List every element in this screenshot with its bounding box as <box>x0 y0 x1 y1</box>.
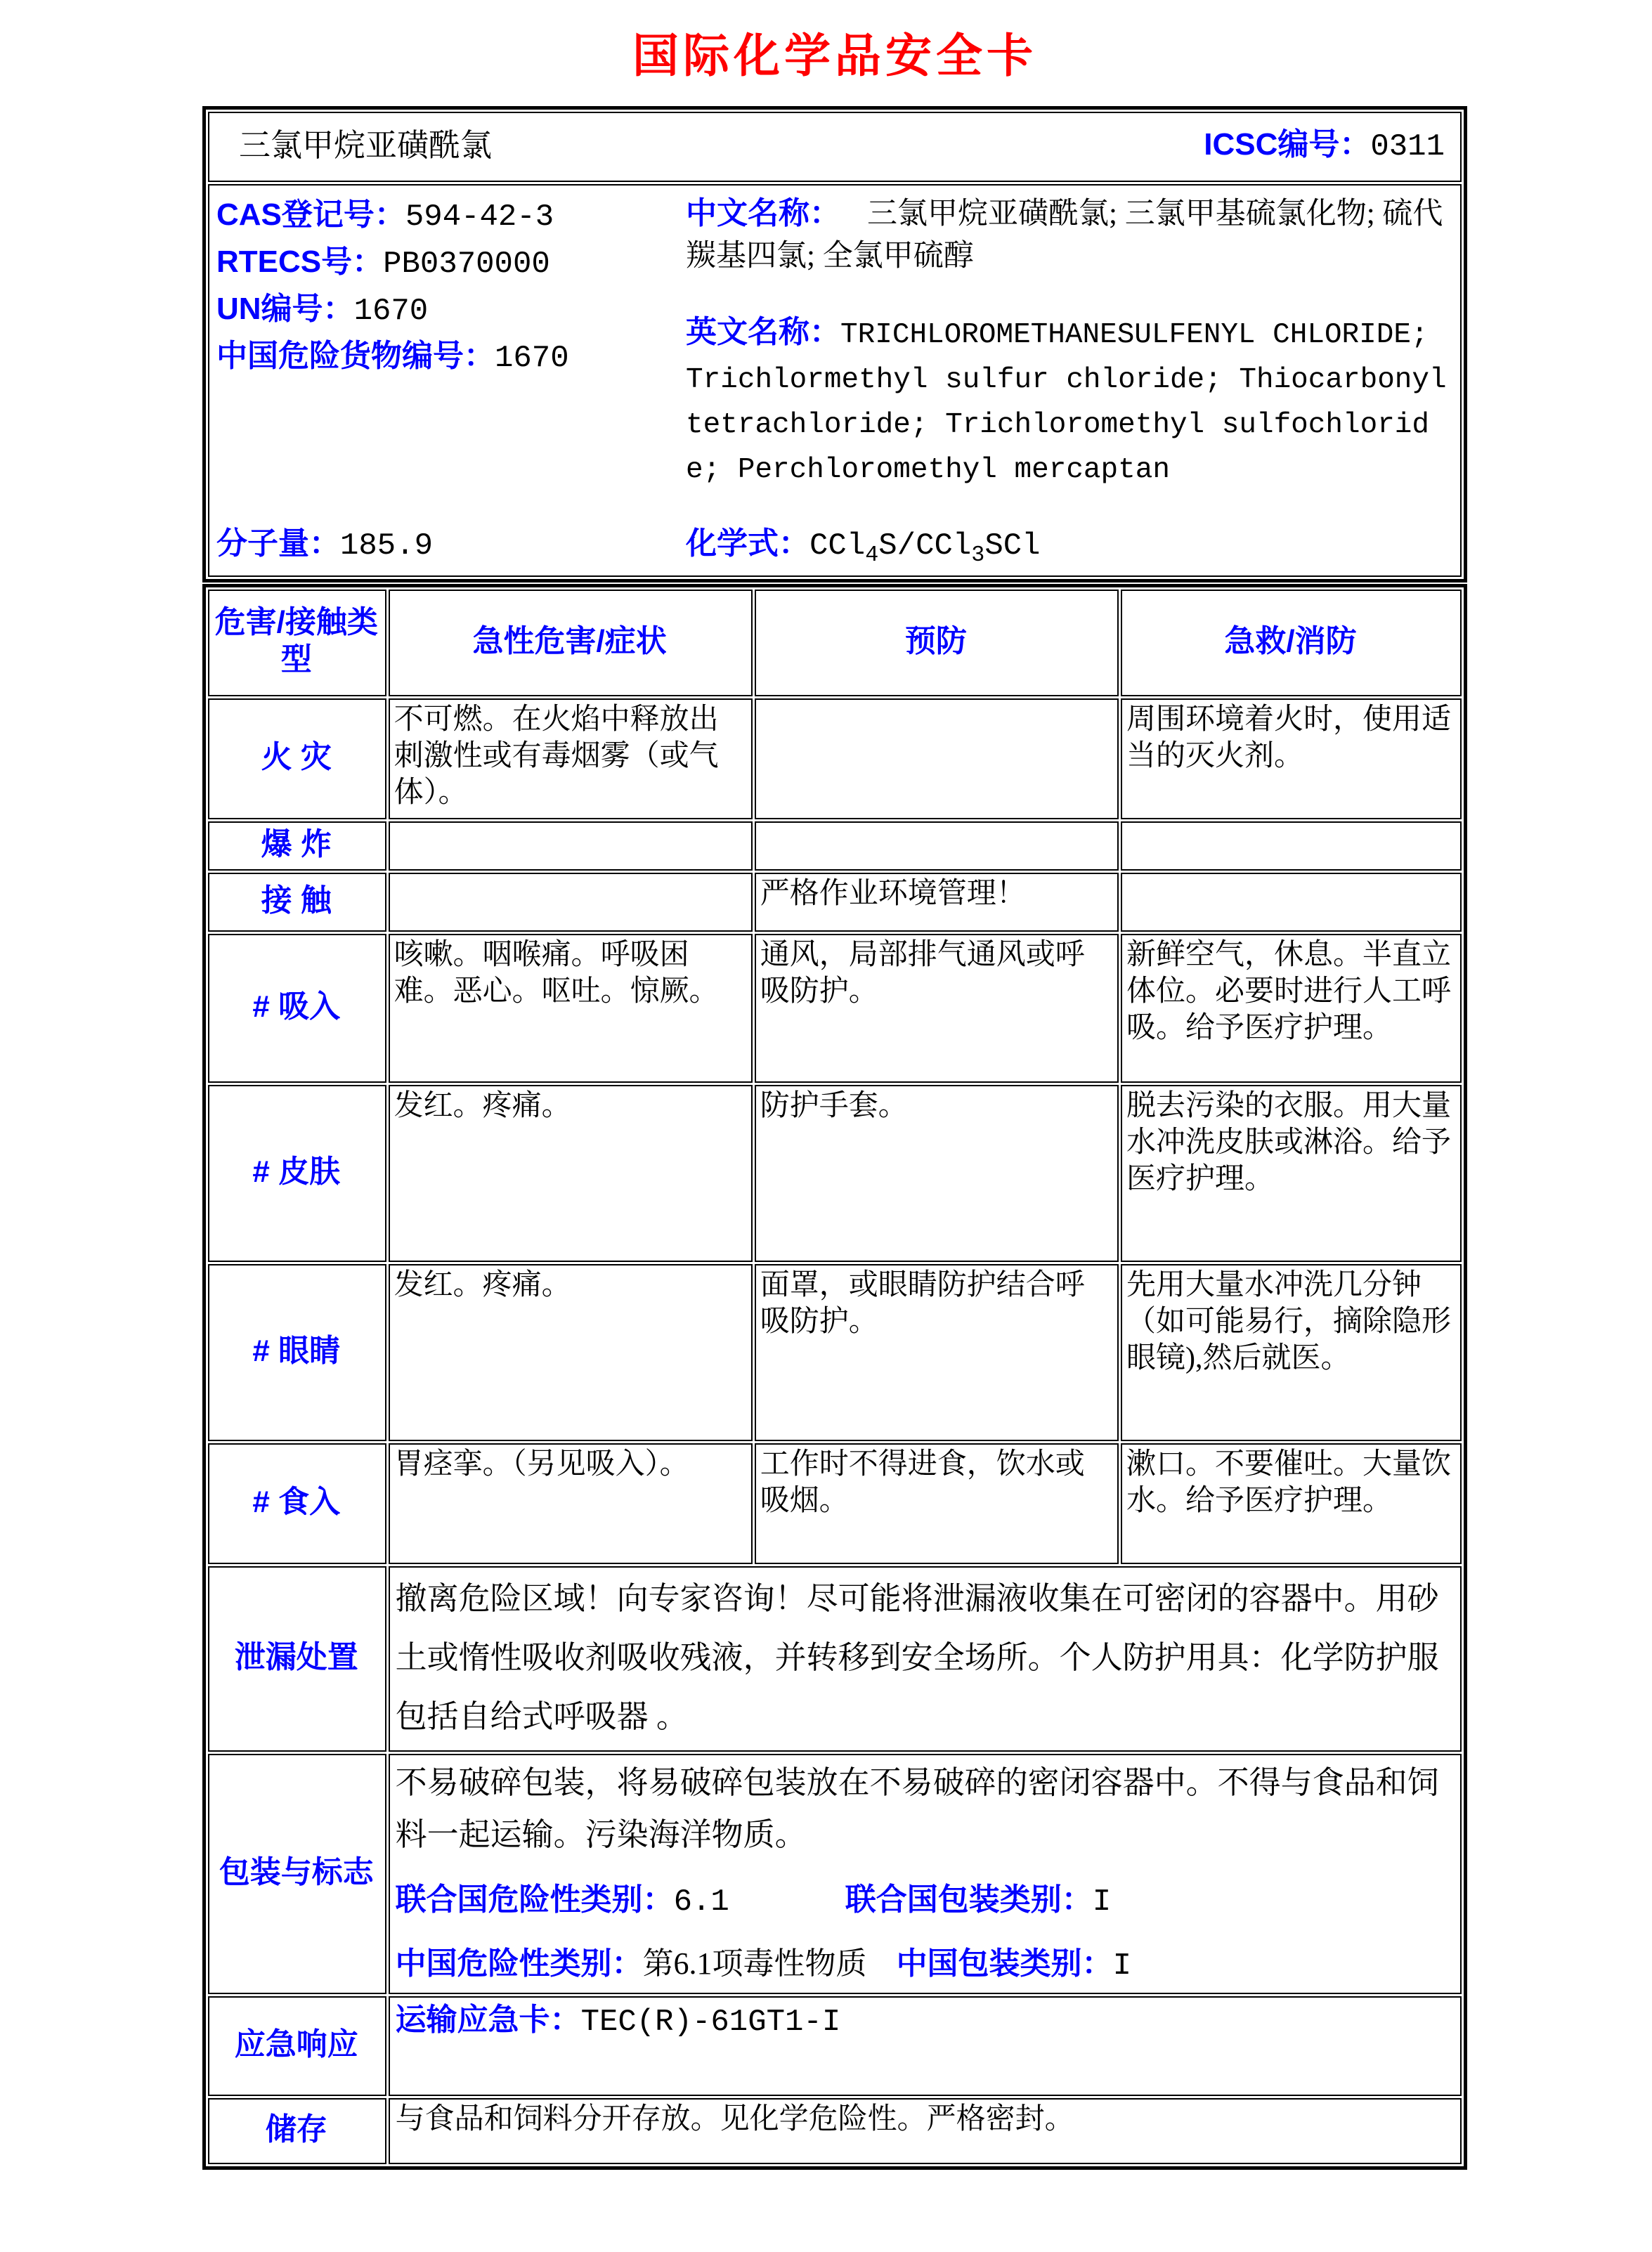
skin-firstaid-cell: 脱去污染的衣服。用大量水冲洗皮肤或淋浴。给予医疗护理。 <box>1121 1085 1462 1262</box>
emergency-response-label-cell <box>208 1996 386 2096</box>
english-name-label: 英文名称： <box>686 315 841 349</box>
emergency-response-content-cell <box>389 1996 1462 2096</box>
header-firstaid-label: 急救/消防 <box>1224 623 1357 658</box>
china-hazard-class-label: 中国危险性类别： <box>395 1946 643 1981</box>
inhalation-row <box>208 934 1462 1083</box>
cas-number-line <box>216 193 686 240</box>
explosion-firstaid-cell <box>1121 821 1462 871</box>
rtecs-number-label: RTECS号： <box>216 245 384 279</box>
skin-label-cell <box>208 1085 386 1262</box>
storage-content-cell: 与食品和饲料分开存放。见化学危险性。严格密封。 <box>389 2098 1462 2164</box>
un-number-line <box>216 287 686 334</box>
exposure-label: 接 触 <box>261 883 332 918</box>
fire-label: 火 灾 <box>261 739 332 774</box>
chinese-name-paragraph <box>686 193 1452 278</box>
un-number-label: UN编号： <box>216 292 354 326</box>
exposure-row <box>208 873 1462 932</box>
china-packing-group-value: I <box>1112 1948 1131 1984</box>
cas-number-value: 594-42-3 <box>405 200 554 235</box>
substance-name: 三氯甲烷亚磺酰氯 <box>239 128 493 163</box>
spillage-label-cell <box>208 1566 386 1752</box>
storage-label: 储存 <box>265 2111 327 2147</box>
inhalation-symptoms-cell: 咳嗽。咽喉痛。呼吸困难。恶心。呕吐。惊厥。 <box>389 934 753 1083</box>
inhalation-firstaid-cell: 新鲜空气，休息。半直立体位。必要时进行人工呼吸。给予医疗护理。 <box>1121 934 1462 1083</box>
china-hazard-class-value: 第6.1项毒性物质 <box>642 1946 867 1981</box>
rtecs-number-value: PB0370000 <box>383 247 550 282</box>
icsc-number-group <box>1204 126 1445 165</box>
fire-firstaid-cell: 周围环境着火时，使用适当的灭火剂。 <box>1121 698 1462 819</box>
identifiers-layout <box>214 187 1455 571</box>
eyes-row <box>208 1264 1462 1441</box>
transport-emergency-card-label: 运输应急卡： <box>395 2003 581 2037</box>
cas-number-label: CAS登记号： <box>216 197 405 232</box>
packaging-content: 不易破碎包装，将易破碎包装放在不易破碎的密闭容器中。不得与食品和饲料一起运输。污染海洋物质。 <box>395 1765 1439 1852</box>
transport-emergency-card-value: TEC(R)-61GT1-I <box>580 2005 841 2040</box>
ingestion-label: # 食入 <box>252 1484 341 1519</box>
un-classification-line <box>396 1877 1455 1925</box>
explosion-row <box>208 821 1462 871</box>
spillage-row <box>208 1566 1462 1752</box>
skin-symptoms-cell: 发红。疼痛。 <box>389 1085 753 1262</box>
icsc-page <box>0 18 1652 2252</box>
header-hazard-type <box>208 590 386 696</box>
header-firstaid <box>1121 590 1462 696</box>
explosion-symptoms-cell <box>389 821 753 871</box>
packaging-label-cell <box>208 1754 386 1994</box>
header-prevention <box>755 590 1119 696</box>
eyes-prevention-cell: 面罩，或眼睛防护结合呼吸防护。 <box>755 1264 1119 1441</box>
identifiers-cell <box>208 184 1462 577</box>
eyes-label-cell <box>208 1264 386 1441</box>
eyes-firstaid-cell: 先用大量水冲洗几分钟（如可能易行，摘除隐形眼镜),然后就医。 <box>1121 1264 1462 1441</box>
exposure-firstaid-cell <box>1121 873 1462 932</box>
ingestion-row <box>208 1443 1462 1564</box>
identifiers-row <box>208 184 1462 577</box>
skin-prevention-cell: 防护手套。 <box>755 1085 1119 1262</box>
un-number-value: 1670 <box>353 294 429 329</box>
storage-row <box>208 2098 1462 2164</box>
chemical-formula-line <box>686 521 1452 568</box>
un-hazard-class-value: 6.1 <box>673 1885 729 1920</box>
substance-info-table <box>202 106 1467 582</box>
ingestion-label-cell <box>208 1443 386 1564</box>
transport-emergency-card-line <box>396 1999 1455 2043</box>
chemical-formula-label: 化学式： <box>686 526 810 561</box>
exposure-prevention-cell: 严格作业环境管理！ <box>755 873 1119 932</box>
substance-name-row <box>208 112 1462 182</box>
substance-name-cell <box>208 112 1462 182</box>
page-title: 国际化学品安全卡 <box>632 31 1037 82</box>
china-dg-number-line <box>216 334 686 381</box>
inhalation-label: # 吸入 <box>252 989 341 1024</box>
ingestion-firstaid-cell: 漱口。不要催吐。大量饮水。给予医疗护理。 <box>1121 1443 1462 1564</box>
packaging-row <box>208 1754 1462 1994</box>
english-name-paragraph <box>686 311 1452 492</box>
explosion-label: 爆 炸 <box>261 826 332 861</box>
emergency-response-label: 应急响应 <box>234 2026 358 2062</box>
explosion-prevention-cell <box>755 821 1119 871</box>
chinese-name-label: 中文名称： <box>686 196 841 230</box>
exposure-label-cell <box>208 873 386 932</box>
fire-symptoms-cell: 不可燃。在火焰中释放出刺激性或有毒烟雾（或气体）。 <box>389 698 753 819</box>
exposure-symptoms-cell <box>389 873 753 932</box>
china-dg-number-value: 1670 <box>495 341 569 376</box>
header-prevention-label: 预防 <box>904 623 967 658</box>
identifiers-left-column <box>216 193 686 568</box>
icsc-number-label: ICSC编号： <box>1204 126 1371 162</box>
icsc-number-value: 0311 <box>1370 129 1445 164</box>
fire-row <box>208 698 1462 819</box>
eyes-symptoms-cell: 发红。疼痛。 <box>389 1264 753 1441</box>
hazard-header-row <box>208 590 1462 696</box>
china-packing-group-label: 中国包装类别： <box>896 1946 1113 1981</box>
identifiers-right-column <box>686 193 1452 568</box>
eyes-label: # 眼睛 <box>252 1333 341 1368</box>
explosion-label-cell <box>208 821 386 871</box>
molecular-weight-label: 分子量： <box>216 526 340 561</box>
ingestion-symptoms-cell: 胃痉挛。（另见吸入）。 <box>389 1443 753 1564</box>
spillage-content-cell <box>389 1566 1462 1752</box>
chinese-name-value: 三氯甲烷亚磺酰氯; 三氯甲基硫氯化物; 硫代羰基四氯; 全氯甲硫醇 <box>686 197 1443 273</box>
china-dg-number-label: 中国危险货物编号： <box>216 339 495 373</box>
spillage-content: 撤离危险区域！向专家咨询！尽可能将泄漏液收集在可密闭的容器中。用砂土或惰性吸收剂吸收残液，并转移到安全场所。个人防护用具：化学防护服包括自给式呼吸器 。 <box>395 1581 1439 1734</box>
rtecs-number-line <box>216 240 686 287</box>
molecular-weight-line <box>216 521 686 568</box>
spillage-label: 泄漏处置 <box>234 1639 358 1674</box>
hazard-table <box>202 584 1467 2170</box>
china-classification-line <box>396 1941 1455 1989</box>
chemical-formula-value: CCl$_4$S/CCl$_3$SCl <box>809 528 1041 568</box>
un-packing-group-label: 联合国包装类别： <box>845 1882 1093 1917</box>
fire-prevention-cell <box>755 698 1119 819</box>
skin-label: # 皮肤 <box>252 1154 341 1189</box>
emergency-response-row <box>208 1996 1462 2096</box>
substance-name-flex <box>214 126 1455 165</box>
english-name-value: TRICHLOROMETHANESULFENYL CHLORIDE; Trichlormethyl sulfur chloride; Thiocarbonyl tetrachloride; Trichloromethyl sulfochloride; Perchloromethyl mercaptan <box>686 319 1447 486</box>
header-acute-symptoms-label: 急性危害/症状 <box>472 623 667 658</box>
ingestion-prevention-cell: 工作时不得进食，饮水或吸烟。 <box>755 1443 1119 1564</box>
fire-label-cell <box>208 698 386 819</box>
header-acute-symptoms <box>389 590 753 696</box>
header-hazard-type-label: 危害/接触类型 <box>214 605 378 677</box>
safety-card <box>202 106 1467 2170</box>
storage-label-cell <box>208 2098 386 2164</box>
skin-row <box>208 1085 1462 1262</box>
un-hazard-class-label: 联合国危险性类别： <box>395 1882 674 1917</box>
inhalation-prevention-cell: 通风，局部排气通风或呼吸防护。 <box>755 934 1119 1083</box>
molecular-weight-value: 185.9 <box>340 528 434 564</box>
packaging-content-cell <box>389 1754 1462 1994</box>
inhalation-label-cell <box>208 934 386 1083</box>
packaging-label: 包装与标志 <box>219 1854 374 1889</box>
un-packing-group-value: I <box>1092 1885 1112 1920</box>
